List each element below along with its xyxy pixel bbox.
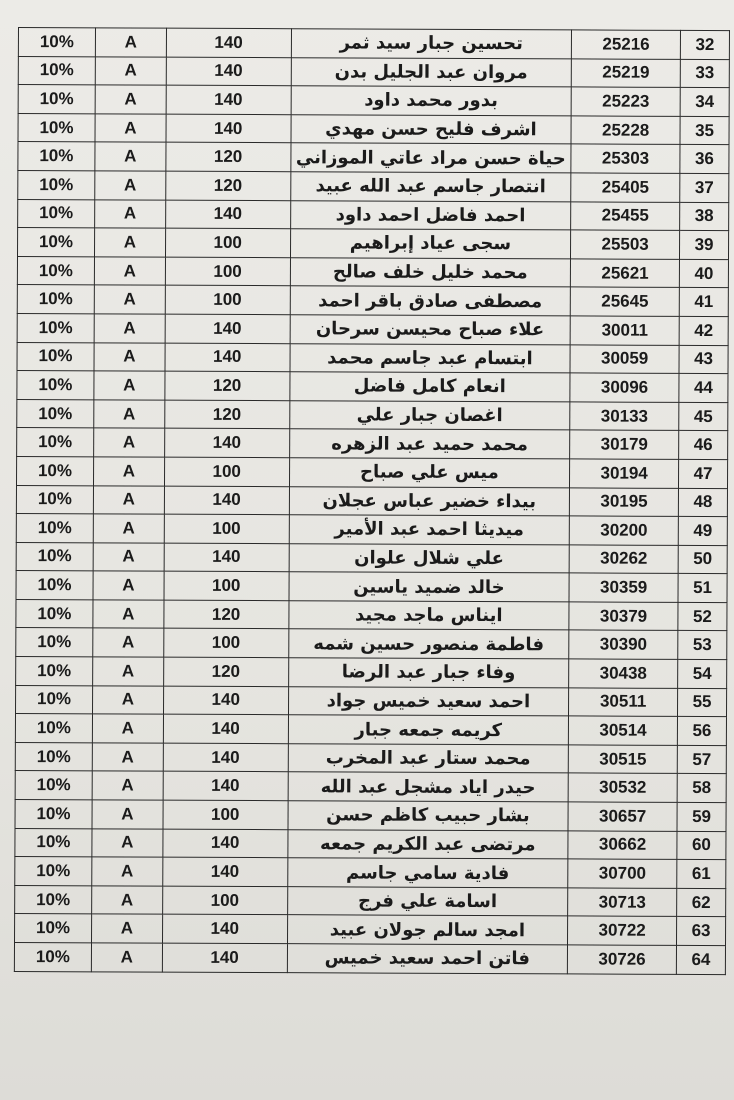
percentage-cell: 10% bbox=[18, 113, 95, 142]
percentage-cell: 10% bbox=[18, 199, 95, 228]
name-cell: تحسين جبار سيد ثمر bbox=[291, 29, 572, 59]
code-cell: 30722 bbox=[568, 916, 677, 945]
score-cell: 100 bbox=[164, 457, 289, 486]
row-number-cell: 38 bbox=[680, 202, 729, 231]
table-row bbox=[16, 542, 727, 574]
name-cell: احمد سعيد خميس جواد bbox=[288, 686, 569, 716]
score-cell: 100 bbox=[162, 886, 287, 915]
row-number-cell: 58 bbox=[677, 774, 726, 803]
code-cell: 30200 bbox=[569, 516, 678, 545]
name-cell: كريمه جمعه جبار bbox=[288, 715, 569, 745]
grade-cell: A bbox=[94, 257, 165, 286]
percentage-cell: 10% bbox=[15, 857, 92, 886]
code-cell: 30657 bbox=[568, 802, 677, 831]
code-cell: 30379 bbox=[569, 602, 678, 631]
row-number-cell: 62 bbox=[677, 888, 726, 917]
table-row bbox=[16, 657, 727, 689]
code-cell: 30511 bbox=[569, 688, 678, 717]
grade-cell: A bbox=[92, 743, 163, 772]
grade-cell: A bbox=[92, 800, 163, 829]
score-cell: 140 bbox=[163, 714, 288, 743]
code-cell: 30390 bbox=[569, 630, 678, 659]
grade-cell: A bbox=[93, 543, 164, 572]
score-cell: 120 bbox=[163, 657, 288, 686]
row-number-cell: 32 bbox=[680, 30, 729, 59]
percentage-cell: 10% bbox=[18, 85, 95, 114]
name-cell: اغصان جبار علي bbox=[289, 400, 570, 430]
score-cell: 140 bbox=[162, 943, 287, 972]
code-cell: 30438 bbox=[569, 659, 678, 688]
code-cell: 25219 bbox=[571, 59, 680, 88]
table-row bbox=[17, 456, 728, 488]
row-number-cell: 63 bbox=[677, 917, 726, 946]
score-cell: 140 bbox=[166, 28, 291, 57]
results-table bbox=[14, 27, 730, 975]
name-cell: مرتضى عبد الكريم جمعه bbox=[287, 829, 568, 859]
table-row bbox=[17, 313, 728, 345]
name-cell: وفاء جبار عبد الرضا bbox=[288, 658, 569, 688]
code-cell: 30262 bbox=[569, 545, 678, 574]
table-row bbox=[14, 942, 725, 974]
name-cell: ميديثا احمد عبد الأمير bbox=[289, 515, 570, 545]
code-cell: 30662 bbox=[568, 831, 677, 860]
grade-cell: A bbox=[95, 142, 166, 171]
grade-cell: A bbox=[94, 371, 165, 400]
grade-cell: A bbox=[95, 199, 166, 228]
grade-cell: A bbox=[93, 628, 164, 657]
name-cell: خالد ضميد ياسين bbox=[289, 572, 570, 602]
row-number-cell: 50 bbox=[678, 545, 727, 574]
name-cell: ايناس ماجد مجيد bbox=[288, 601, 569, 631]
code-cell: 25621 bbox=[571, 259, 680, 288]
percentage-cell: 10% bbox=[16, 599, 93, 628]
percentage-cell: 10% bbox=[14, 942, 91, 971]
score-cell: 140 bbox=[164, 486, 289, 515]
score-cell: 140 bbox=[165, 343, 290, 372]
score-cell: 140 bbox=[166, 85, 291, 114]
row-number-cell: 34 bbox=[680, 88, 729, 117]
percentage-cell: 10% bbox=[17, 228, 94, 257]
percentage-cell: 10% bbox=[17, 371, 94, 400]
table-row bbox=[17, 228, 728, 260]
row-number-cell: 55 bbox=[678, 688, 727, 717]
row-number-cell: 45 bbox=[679, 402, 728, 431]
row-number-cell: 48 bbox=[678, 488, 727, 517]
grade-cell: A bbox=[95, 28, 166, 57]
grade-cell: A bbox=[94, 342, 165, 371]
grade-cell: A bbox=[93, 571, 164, 600]
table-row bbox=[16, 599, 727, 631]
row-number-cell: 47 bbox=[679, 459, 728, 488]
code-cell: 30059 bbox=[570, 344, 679, 373]
row-number-cell: 49 bbox=[678, 516, 727, 545]
row-number-cell: 37 bbox=[680, 173, 729, 202]
percentage-cell: 10% bbox=[16, 542, 93, 571]
table-row bbox=[15, 742, 726, 774]
table-row bbox=[17, 371, 728, 403]
name-cell: فاتن احمد سعيد خميس bbox=[287, 944, 568, 974]
code-cell: 25303 bbox=[571, 144, 680, 173]
row-number-cell: 64 bbox=[676, 945, 725, 974]
score-cell: 120 bbox=[164, 600, 289, 629]
name-cell: فادية سامي جاسم bbox=[287, 858, 568, 888]
name-cell: احمد فاضل احمد داود bbox=[290, 200, 571, 230]
grade-cell: A bbox=[95, 114, 166, 143]
grade-cell: A bbox=[94, 400, 165, 429]
row-number-cell: 57 bbox=[677, 745, 726, 774]
score-cell: 120 bbox=[166, 171, 291, 200]
row-number-cell: 59 bbox=[677, 802, 726, 831]
percentage-cell: 10% bbox=[15, 800, 92, 829]
score-cell: 100 bbox=[165, 228, 290, 257]
row-number-cell: 41 bbox=[679, 288, 728, 317]
code-cell: 25645 bbox=[570, 287, 679, 316]
table-row bbox=[18, 28, 729, 60]
name-cell: مروان عبد الجليل بدن bbox=[291, 57, 572, 87]
grade-cell: A bbox=[92, 828, 163, 857]
grade-cell: A bbox=[94, 228, 165, 257]
row-number-cell: 36 bbox=[680, 145, 729, 174]
table-row bbox=[16, 571, 727, 603]
name-cell: محمد ستار عبد المخرب bbox=[288, 744, 569, 774]
row-number-cell: 52 bbox=[678, 602, 727, 631]
table-row bbox=[18, 199, 729, 231]
percentage-cell: 10% bbox=[18, 170, 95, 199]
grade-cell: A bbox=[93, 657, 164, 686]
score-cell: 140 bbox=[163, 829, 288, 858]
name-cell: حياة حسن مراد عاتي الموزاني bbox=[290, 143, 571, 173]
table-row bbox=[16, 514, 727, 546]
table-row bbox=[15, 857, 726, 889]
score-cell: 140 bbox=[166, 114, 291, 143]
code-cell: 30096 bbox=[570, 373, 679, 402]
percentage-cell: 10% bbox=[17, 428, 94, 457]
code-cell: 25503 bbox=[571, 230, 680, 259]
code-cell: 30726 bbox=[568, 945, 677, 974]
percentage-cell: 10% bbox=[15, 742, 92, 771]
row-number-cell: 54 bbox=[678, 659, 727, 688]
table-row bbox=[17, 342, 728, 374]
score-cell: 100 bbox=[165, 257, 290, 286]
name-cell: حيدر اياد مشجل عبد الله bbox=[288, 772, 569, 802]
percentage-cell: 10% bbox=[17, 399, 94, 428]
score-cell: 140 bbox=[163, 857, 288, 886]
table-row bbox=[15, 800, 726, 832]
grade-cell: A bbox=[92, 857, 163, 886]
score-cell: 100 bbox=[164, 571, 289, 600]
score-cell: 140 bbox=[163, 743, 288, 772]
row-number-cell: 43 bbox=[679, 345, 728, 374]
percentage-cell: 10% bbox=[18, 142, 95, 171]
name-cell: بشار حبيب كاظم حسن bbox=[288, 801, 569, 831]
score-cell: 120 bbox=[165, 371, 290, 400]
code-cell: 30011 bbox=[570, 316, 679, 345]
score-cell: 120 bbox=[165, 400, 290, 429]
grade-cell: A bbox=[92, 714, 163, 743]
name-cell: امجد سالم جولان عبيد bbox=[287, 915, 568, 945]
table-row bbox=[16, 485, 727, 517]
row-number-cell: 44 bbox=[679, 374, 728, 403]
name-cell: بيداء خضير عباس عجلان bbox=[289, 486, 570, 516]
name-cell: محمد خليل خلف صالح bbox=[290, 257, 571, 287]
percentage-cell: 10% bbox=[17, 342, 94, 371]
percentage-cell: 10% bbox=[15, 714, 92, 743]
percentage-cell: 10% bbox=[18, 28, 95, 57]
percentage-cell: 10% bbox=[16, 485, 93, 514]
percentage-cell: 10% bbox=[15, 828, 92, 857]
percentage-cell: 10% bbox=[16, 514, 93, 543]
percentage-cell: 10% bbox=[15, 771, 92, 800]
row-number-cell: 33 bbox=[680, 59, 729, 88]
table-row bbox=[15, 885, 726, 917]
name-cell: انتصار جاسم عبد الله عبيد bbox=[290, 172, 571, 202]
name-cell: سجى عياد إبراهيم bbox=[290, 229, 571, 259]
grade-cell: A bbox=[94, 428, 165, 457]
table-row bbox=[18, 85, 729, 117]
table-row bbox=[18, 142, 729, 174]
percentage-cell: 10% bbox=[16, 571, 93, 600]
percentage-cell: 10% bbox=[17, 256, 94, 285]
row-number-cell: 46 bbox=[679, 431, 728, 460]
table-row bbox=[17, 256, 728, 288]
name-cell: فاطمة منصور حسين شمه bbox=[288, 629, 569, 659]
code-cell: 25216 bbox=[572, 30, 681, 59]
name-cell: محمد حميد عبد الزهره bbox=[289, 429, 570, 459]
code-cell: 30133 bbox=[570, 402, 679, 431]
score-cell: 140 bbox=[166, 57, 291, 86]
score-cell: 100 bbox=[165, 285, 290, 314]
table-row bbox=[18, 170, 729, 202]
table-row bbox=[17, 399, 728, 431]
row-number-cell: 51 bbox=[678, 574, 727, 603]
percentage-cell: 10% bbox=[17, 285, 94, 314]
percentage-cell: 10% bbox=[17, 456, 94, 485]
grade-cell: A bbox=[92, 685, 163, 714]
percentage-cell: 10% bbox=[16, 657, 93, 686]
grade-cell: A bbox=[93, 600, 164, 629]
code-cell: 30195 bbox=[570, 487, 679, 516]
grade-cell: A bbox=[95, 85, 166, 114]
table-row bbox=[18, 56, 729, 88]
code-cell: 30179 bbox=[570, 430, 679, 459]
table-row bbox=[17, 285, 728, 317]
name-cell: اسامة علي فرج bbox=[287, 886, 568, 916]
name-cell: علاء صباح محيسن سرحان bbox=[290, 315, 571, 345]
name-cell: مصطفى صادق باقر احمد bbox=[290, 286, 571, 316]
percentage-cell: 10% bbox=[15, 885, 92, 914]
row-number-cell: 40 bbox=[679, 259, 728, 288]
score-cell: 120 bbox=[166, 143, 291, 172]
name-cell: بدور محمد داود bbox=[291, 86, 572, 116]
code-cell: 30515 bbox=[568, 745, 677, 774]
row-number-cell: 61 bbox=[677, 860, 726, 889]
grade-cell: A bbox=[94, 314, 165, 343]
code-cell: 30359 bbox=[569, 573, 678, 602]
table-row bbox=[15, 771, 726, 803]
score-cell: 140 bbox=[163, 686, 288, 715]
percentage-cell: 10% bbox=[16, 628, 93, 657]
grade-cell: A bbox=[93, 485, 164, 514]
score-cell: 140 bbox=[165, 200, 290, 229]
row-number-cell: 39 bbox=[680, 231, 729, 260]
code-cell: 25405 bbox=[571, 173, 680, 202]
table-row bbox=[18, 113, 729, 145]
grade-cell: A bbox=[93, 457, 164, 486]
score-cell: 140 bbox=[164, 543, 289, 572]
score-cell: 140 bbox=[165, 314, 290, 343]
score-cell: 140 bbox=[162, 915, 287, 944]
code-cell: 30713 bbox=[568, 888, 677, 917]
table-row bbox=[15, 914, 726, 946]
grade-cell: A bbox=[91, 943, 162, 972]
row-number-cell: 42 bbox=[679, 316, 728, 345]
code-cell: 25223 bbox=[571, 87, 680, 116]
name-cell: اشرف فليح حسن مهدي bbox=[291, 114, 572, 144]
score-cell: 100 bbox=[164, 514, 289, 543]
code-cell: 30700 bbox=[568, 859, 677, 888]
row-number-cell: 35 bbox=[680, 116, 729, 145]
table-row bbox=[17, 428, 728, 460]
grade-cell: A bbox=[92, 886, 163, 915]
name-cell: ابتسام عبد جاسم محمد bbox=[290, 343, 571, 373]
score-cell: 100 bbox=[164, 629, 289, 658]
name-cell: ميس علي صباح bbox=[289, 458, 570, 488]
table-row bbox=[15, 828, 726, 860]
table-row bbox=[16, 685, 727, 717]
table-row bbox=[15, 714, 726, 746]
name-cell: علي شلال علوان bbox=[289, 543, 570, 573]
code-cell: 30514 bbox=[569, 716, 678, 745]
percentage-cell: 10% bbox=[17, 313, 94, 342]
percentage-cell: 10% bbox=[18, 56, 95, 85]
score-cell: 140 bbox=[164, 428, 289, 457]
code-cell: 25455 bbox=[571, 201, 680, 230]
percentage-cell: 10% bbox=[16, 685, 93, 714]
grade-cell: A bbox=[95, 56, 166, 85]
name-cell: انعام كامل فاضل bbox=[289, 372, 570, 402]
grade-cell: A bbox=[94, 285, 165, 314]
row-number-cell: 56 bbox=[677, 717, 726, 746]
percentage-cell: 10% bbox=[15, 914, 92, 943]
score-cell: 100 bbox=[163, 800, 288, 829]
score-cell: 140 bbox=[163, 772, 288, 801]
row-number-cell: 53 bbox=[678, 631, 727, 660]
code-cell: 30532 bbox=[568, 773, 677, 802]
grade-cell: A bbox=[92, 771, 163, 800]
grade-cell: A bbox=[91, 914, 162, 943]
grade-cell: A bbox=[95, 171, 166, 200]
code-cell: 25228 bbox=[571, 116, 680, 145]
table-row bbox=[16, 628, 727, 660]
grade-cell: A bbox=[93, 514, 164, 543]
code-cell: 30194 bbox=[570, 459, 679, 488]
row-number-cell: 60 bbox=[677, 831, 726, 860]
